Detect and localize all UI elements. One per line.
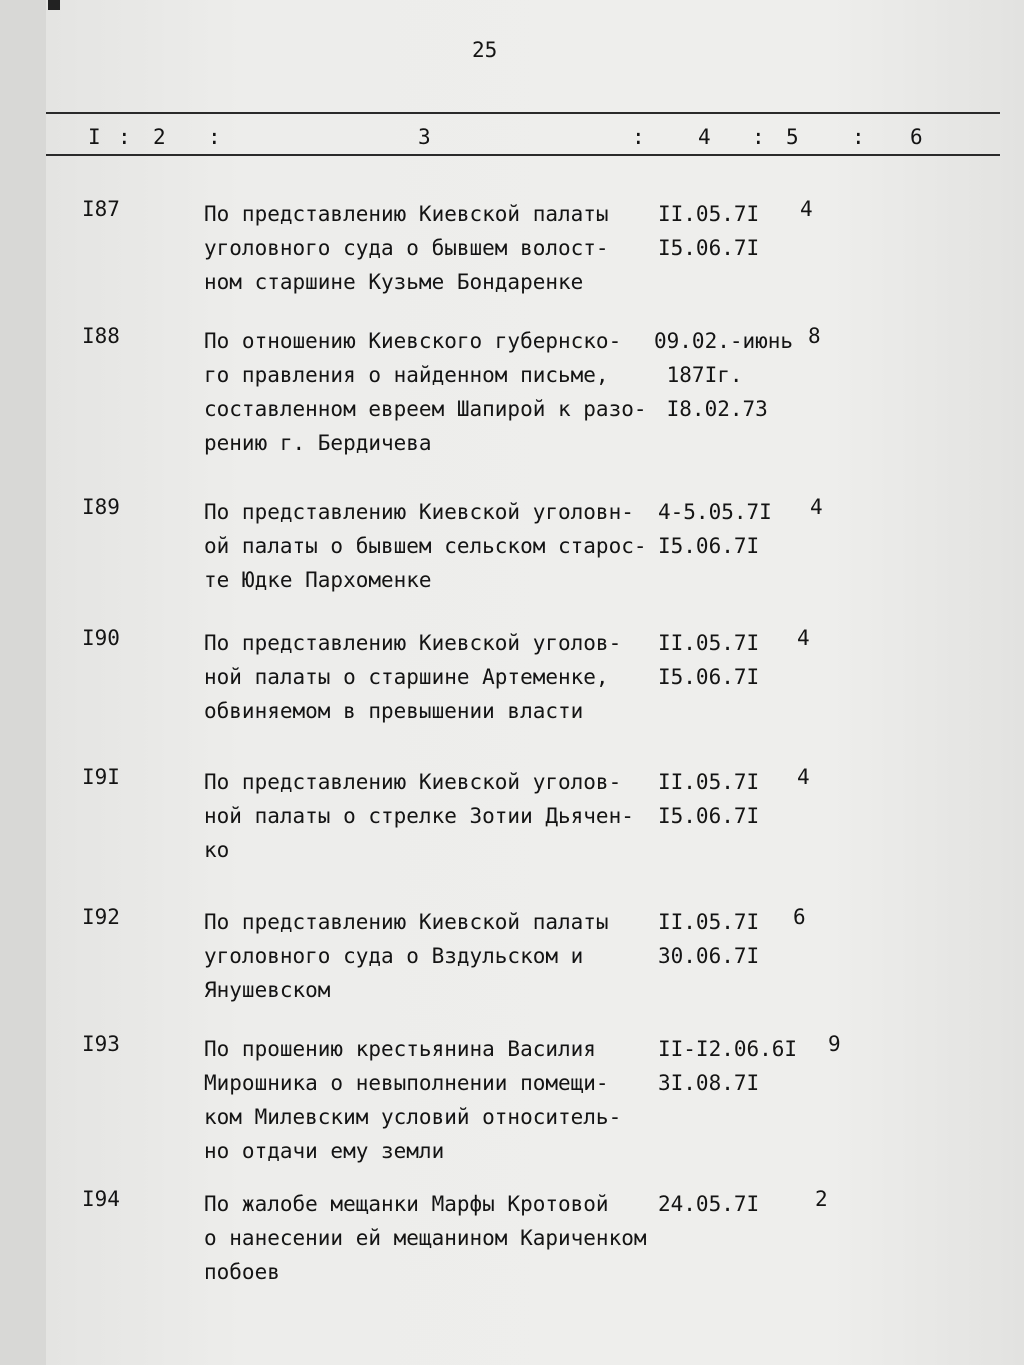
item-title: По отношению Киевского губернско- го правления о найденном письме, составленном евреем Шапирой к разо- рению г. Бердичева xyxy=(204,329,647,455)
item-number: I88 xyxy=(82,324,120,348)
item-dates: 24.05.7I xyxy=(658,1192,760,1216)
item-title: По жалобе мещанки Марфы Кротовой о нанесении ей мещанином Кариченком побоев xyxy=(204,1192,647,1284)
column-header-4: 4 xyxy=(698,125,711,149)
item-sheets: 8 xyxy=(808,324,821,348)
page-number: 25 xyxy=(472,38,498,62)
column-separator: : xyxy=(752,125,765,149)
item-dates: II.05.7I I5.06.7I xyxy=(658,770,760,828)
column-separator: : xyxy=(208,125,221,149)
item-title: По представлению Киевской уголовн- ой палаты о бывшем сельском старос- те Юдке Пархоменке xyxy=(204,500,647,592)
item-title: По представлению Киевской уголов- ной палаты о старшине Артеменке, обвиняемом в превышении власти xyxy=(204,631,622,723)
item-dates: II.05.7I I5.06.7I xyxy=(658,631,760,689)
item-number: I90 xyxy=(82,626,120,650)
item-sheets: 4 xyxy=(797,626,810,650)
item-number: I94 xyxy=(82,1187,120,1211)
item-number: I89 xyxy=(82,495,120,519)
column-separator: : xyxy=(632,125,645,149)
column-header-5: 5 xyxy=(786,125,799,149)
column-header-1: I xyxy=(88,125,101,149)
item-dates: II.05.7I I5.06.7I xyxy=(658,202,760,260)
header-top-rule xyxy=(46,112,1000,114)
item-dates: 4-5.05.7I I5.06.7I xyxy=(658,500,772,558)
item-dates: 09.02.-июнь 187Iг. I8.02.73 xyxy=(654,329,794,421)
item-sheets: 9 xyxy=(828,1032,841,1056)
column-header-2: 2 xyxy=(153,125,166,149)
header-bottom-rule xyxy=(46,154,1000,156)
item-number: I9I xyxy=(82,765,120,789)
item-sheets: 4 xyxy=(810,495,823,519)
column-header-3: 3 xyxy=(418,125,431,149)
item-number: I93 xyxy=(82,1032,120,1056)
item-number: I87 xyxy=(82,197,120,221)
item-sheets: 4 xyxy=(800,197,813,221)
column-header-6: 6 xyxy=(910,125,923,149)
item-title: По представлению Киевской уголов- ной палаты о стрелке Зотии Дьячен- ко xyxy=(204,770,634,862)
binding-mark xyxy=(48,0,60,10)
item-dates: II-I2.06.6I 3I.08.7I xyxy=(658,1037,798,1095)
item-title: По прошению крестьянина Василия Мирошника о невыполнении помещи- ком Милевским условий относитель- но отдачи ему земли xyxy=(204,1037,622,1163)
item-dates: II.05.7I 30.06.7I xyxy=(658,910,760,968)
item-number: I92 xyxy=(82,905,120,929)
item-title: По представлению Киевской палаты уголовного суда о Вздульском и Янушевском xyxy=(204,910,609,1002)
item-sheets: 2 xyxy=(815,1187,828,1211)
column-separator: : xyxy=(118,125,131,149)
item-title: По представлению Киевской палаты уголовного суда о бывшем волост- ном старшине Кузьме Бондаренке xyxy=(204,202,609,294)
item-sheets: 6 xyxy=(793,905,806,929)
item-sheets: 4 xyxy=(797,765,810,789)
column-separator: : xyxy=(852,125,865,149)
